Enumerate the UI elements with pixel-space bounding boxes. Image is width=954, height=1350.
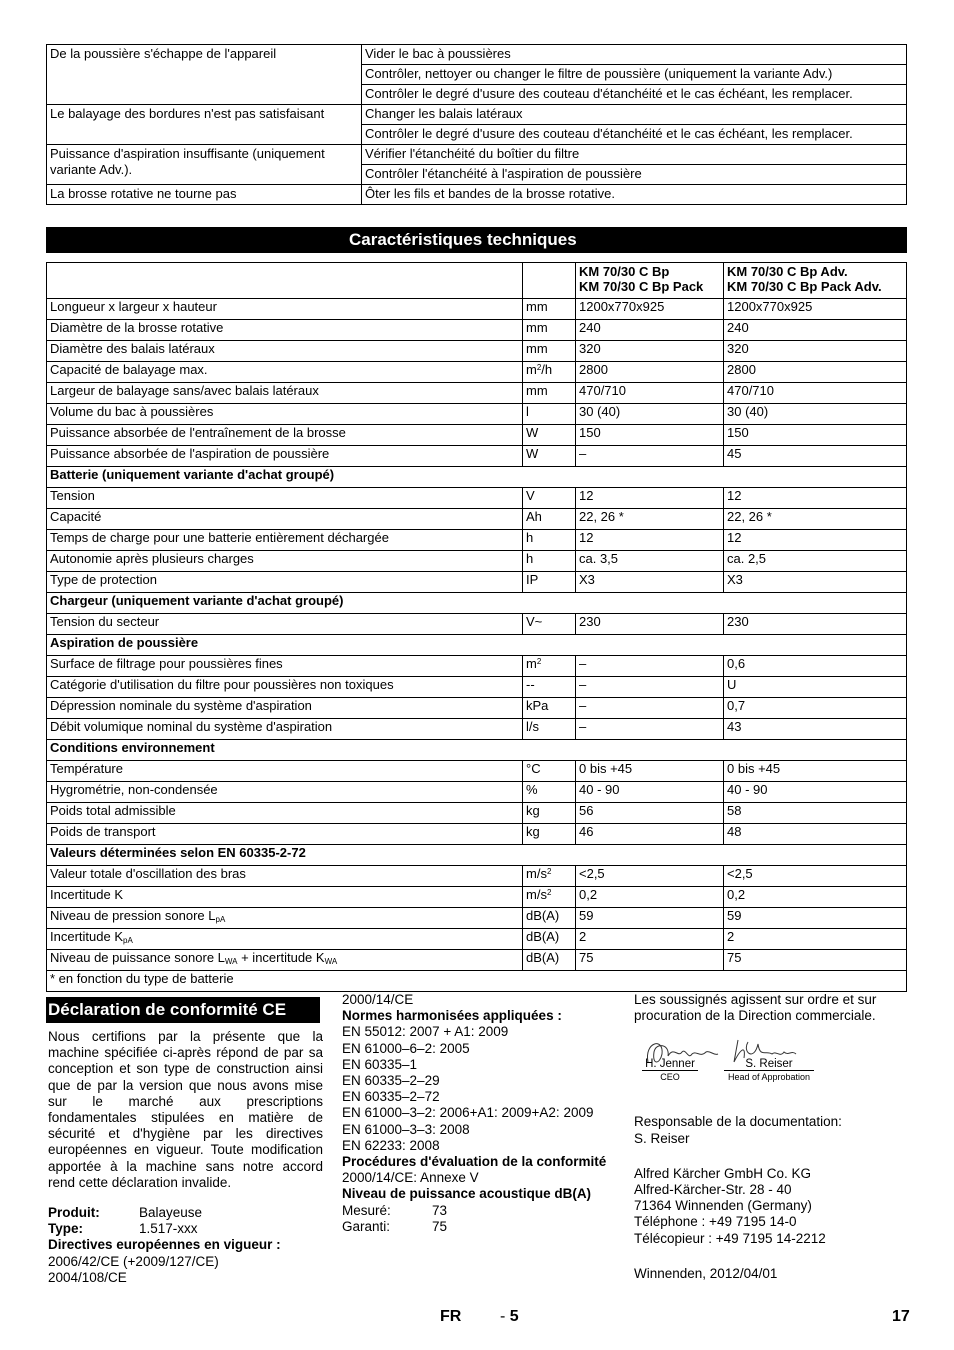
spec-value-model-2: 0,2 — [724, 887, 907, 908]
tech-section-header — [46, 227, 907, 253]
produit-label: Produit: — [48, 1205, 100, 1221]
directive-item: 2004/108/CE — [48, 1269, 127, 1285]
type-label: Type: — [48, 1221, 84, 1237]
trouble-remedy: Vérifier l'étanchéité du boîtier du filtre — [362, 145, 907, 165]
specs-row — [47, 719, 907, 740]
spec-unit: V~ — [523, 614, 576, 635]
company-phone: Téléphone : +49 7195 14-0 — [634, 1214, 797, 1230]
spec-value-model-2: 45 — [724, 446, 907, 467]
specs-row — [47, 446, 907, 467]
mesure-label: Mesuré: — [342, 1202, 391, 1218]
spec-value-model-1: 1200x770x925 — [576, 299, 724, 320]
model-2-name: KM 70/30 C Bp Adv. — [727, 264, 848, 279]
declaration-col-2 — [342, 992, 622, 1235]
specs-row — [47, 929, 907, 950]
specs-row — [47, 761, 907, 782]
norme-item: EN 61000–3–2: 2006+A1: 2009+A2: 2009 — [342, 1105, 594, 1121]
spec-value-model-2: 30 (40) — [724, 404, 907, 425]
spec-value-model-2: 0 bis +45 — [724, 761, 907, 782]
spec-unit: mm — [523, 341, 576, 362]
spec-value-model-2: 22, 26 * — [724, 509, 907, 530]
mesure-row — [342, 1203, 622, 1219]
trouble-remedy: Contrôler, nettoyer ou changer le filtre de poussière (uniquement la variante Adv.) — [362, 65, 907, 85]
specs-table — [46, 262, 907, 992]
spec-value-model-2: U — [724, 677, 907, 698]
spec-value-model-2: 150 — [724, 425, 907, 446]
trouble-remedy: Vider le bac à poussières — [362, 45, 907, 65]
spec-value-model-2: 1200x770x925 — [724, 299, 907, 320]
specs-row — [47, 782, 907, 803]
soussignes-text: Les soussignés agissent sur ordre et sur procuration de la Direction commerciale. — [634, 992, 877, 1024]
specs-row — [47, 866, 907, 887]
spec-unit: $m^2/h$ — [523, 362, 576, 383]
footer-lang: FR — [440, 1308, 462, 1325]
spec-value-model-2: 240 — [724, 320, 907, 341]
spec-value-model-1: – — [576, 698, 724, 719]
spec-label: Capacité — [47, 509, 523, 530]
spec-label: Tension du secteur — [47, 614, 523, 635]
sig1-name: H. Jenner — [645, 1058, 695, 1071]
spec-label: Poids de transport — [47, 824, 523, 845]
model-1-header — [576, 263, 724, 299]
specs-footnote-row — [47, 971, 907, 992]
spec-unit: W — [523, 425, 576, 446]
spec-value-model-2: 470/710 — [724, 383, 907, 404]
spec-value-model-2: 75 — [724, 950, 907, 971]
signatures — [634, 1036, 914, 1094]
specs-row — [47, 950, 907, 971]
spec-label: Largeur de balayage sans/avec balais latéraux — [47, 383, 523, 404]
directive-item: 2000/14/CE — [342, 992, 414, 1007]
spec-value-model-1: 40 - 90 — [576, 782, 724, 803]
specs-header-unit — [523, 263, 576, 299]
spec-value-model-1: X3 — [576, 572, 724, 593]
spec-label: Longueur x largeur x hauteur — [47, 299, 523, 320]
specs-section-row — [47, 845, 907, 866]
specs-row — [47, 551, 907, 572]
spec-label: Catégorie d'utilisation du filtre pour poussières non toxiques — [47, 677, 523, 698]
specs-row — [47, 383, 907, 404]
spec-unit: mm — [523, 383, 576, 404]
spec-value-model-2: 12 — [724, 488, 907, 509]
spec-label: Température — [47, 761, 523, 782]
footer-page-prefix: - — [500, 1308, 510, 1325]
spec-label: Hygrométrie, non-condensée — [47, 782, 523, 803]
spec-value-model-1: 30 (40) — [576, 404, 724, 425]
trouble-row — [47, 45, 907, 65]
spec-unit: h — [523, 530, 576, 551]
spec-value-model-1: 22, 26 * — [576, 509, 724, 530]
normes-list — [342, 1024, 622, 1154]
spec-unit: h — [523, 551, 576, 572]
signature-block-2 — [724, 1058, 814, 1083]
sig2-role: Head of Approbation — [727, 1072, 811, 1083]
spec-label: Niveau de pression sonore $L_{pA}$ — [47, 908, 523, 929]
specs-header-empty — [47, 263, 523, 299]
company-name: Alfred Kärcher GmbH Co. KG — [634, 1165, 812, 1181]
spec-value-model-1: 240 — [576, 320, 724, 341]
spec-unit: mm — [523, 299, 576, 320]
troubleshooting-table — [46, 44, 907, 205]
spec-value-model-1: 56 — [576, 803, 724, 824]
spec-value-model-1: 0 bis +45 — [576, 761, 724, 782]
trouble-problem: Puissance d'aspiration insuffisante (uniquement variante Adv.). — [47, 145, 362, 185]
spec-label: Puissance absorbée de l'aspiration de poussière — [47, 446, 523, 467]
trouble-remedy: Contrôler l'étanchéité à l'aspiration de poussière — [362, 165, 907, 185]
norme-item: EN 61000–3–3: 2008 — [342, 1121, 470, 1137]
spec-label: Capacité de balayage max. — [47, 362, 523, 383]
company-city: 71364 Winnenden (Germany) — [634, 1198, 812, 1214]
sig2-name: S. Reiser — [745, 1058, 793, 1071]
spec-value-model-2: 58 — [724, 803, 907, 824]
spec-label: Autonomie après plusieurs charges — [47, 551, 523, 572]
company-street: Alfred-Kärcher-Str. 28 - 40 — [634, 1182, 792, 1198]
declaration-date: Winnenden, 2012/04/01 — [634, 1265, 778, 1281]
spec-label: Tension — [47, 488, 523, 509]
model-2-pack: KM 70/30 C Bp Pack Adv. — [727, 279, 882, 294]
spec-value-model-2: 40 - 90 — [724, 782, 907, 803]
norme-item: EN 60335–2–72 — [342, 1089, 440, 1105]
spec-value-model-1: 59 — [576, 908, 724, 929]
spec-unit: $m^2$ — [523, 656, 576, 677]
specs-section-label: Aspiration de poussière — [47, 635, 907, 656]
spec-value-model-2: <2,5 — [724, 866, 907, 887]
specs-section-row — [47, 593, 907, 614]
trouble-problem: Le balayage des bordures n'est pas satisfaisant — [47, 105, 362, 145]
norme-item: EN 60335–2–29 — [342, 1073, 440, 1089]
norme-item: EN 55012: 2007 + A1: 2009 — [342, 1024, 509, 1040]
company-fax: Télécopieur : +49 7195 14-2212 — [634, 1230, 826, 1246]
specs-row — [47, 677, 907, 698]
specs-header-row — [47, 263, 907, 299]
specs-row — [47, 320, 907, 341]
garanti-row — [342, 1219, 622, 1235]
spec-value-model-1: – — [576, 677, 724, 698]
specs-section-row — [47, 740, 907, 761]
spec-unit: W — [523, 446, 576, 467]
trouble-remedy: Contrôler le degré d'usure des couteau d'étanchéité et le cas échéant, les remplacer. — [362, 125, 907, 145]
spec-unit: l/s — [523, 719, 576, 740]
produit-row — [48, 1205, 323, 1221]
trouble-problem: La brosse rotative ne tourne pas — [47, 185, 362, 205]
normes-label: Normes harmonisées appliquées : — [342, 1008, 562, 1024]
spec-value-model-1: 2 — [576, 929, 724, 950]
spec-label: Type de protection — [47, 572, 523, 593]
norme-item: EN 62233: 2008 — [342, 1137, 440, 1153]
procedures-label: Procédures d'évaluation de la conformité — [342, 1154, 607, 1170]
puissance-label: Niveau de puissance acoustique dB(A) — [342, 1186, 592, 1202]
declaration-intro: Nous certifions par la présente que la machine spécifiée ci-après répond de par sa conception et son type de construction ainsi que de par la version que nous avons mise sur le marché aux prescriptions fondamentales stipulées en matière de sécurité et d'hygiène par les directives européennes en vigueur. Toute modification apportée à la machine sans notre accord rend cette déclaration invalide. — [48, 1029, 323, 1190]
spec-value-model-2: 320 — [724, 341, 907, 362]
spec-label: Valeur totale d'oscillation des bras — [47, 866, 523, 887]
specs-row — [47, 698, 907, 719]
trouble-row — [47, 105, 907, 125]
specs-row — [47, 908, 907, 929]
norme-item: EN 61000–6–2: 2005 — [342, 1040, 470, 1056]
signature-block-1 — [642, 1058, 698, 1083]
trouble-remedy: Changer les balais latéraux — [362, 105, 907, 125]
specs-footnote: * en fonction du type de batterie — [47, 971, 907, 992]
spec-unit: °C — [523, 761, 576, 782]
specs-section-row — [47, 467, 907, 488]
specs-row — [47, 362, 907, 383]
footer-page — [500, 1308, 519, 1326]
norme-item: EN 60335–1 — [342, 1056, 418, 1072]
trouble-remedy: Contrôler le degré d'usure des couteau d'étanchéité et le cas échéant, les remplacer. — [362, 85, 907, 105]
model-1-name: KM 70/30 C Bp — [579, 264, 670, 279]
spec-value-model-1: 470/710 — [576, 383, 724, 404]
directive-item: 2006/42/CE (+2009/127/CE) — [48, 1253, 219, 1269]
trouble-remedy: Ôter les fils et bandes de la brosse rotative. — [362, 185, 907, 205]
resp-label: Responsable de la documentation: — [634, 1114, 842, 1130]
spec-value-model-2: 2800 — [724, 362, 907, 383]
spec-value-model-1: <2,5 — [576, 866, 724, 887]
spec-value-model-2: 230 — [724, 614, 907, 635]
spec-unit: mm — [523, 320, 576, 341]
declaration-title: Déclaration de conformité CE — [48, 1000, 287, 1019]
type-value: 1.517-xxx — [139, 1221, 198, 1237]
spec-unit: $m/s^2$ — [523, 887, 576, 908]
specs-row — [47, 530, 907, 551]
spec-label: Dépression nominale du système d'aspiration — [47, 698, 523, 719]
footer-page-number: 5 — [509, 1308, 519, 1325]
spec-value-model-1: – — [576, 656, 724, 677]
spec-unit: l — [523, 404, 576, 425]
spec-label: Niveau de puissance sonore $L_{WA}$ + incertitude $K_{WA}$ — [47, 950, 523, 971]
specs-row — [47, 656, 907, 677]
specs-row — [47, 509, 907, 530]
procedures-value: 2000/14/CE: Annexe V — [342, 1170, 479, 1186]
spec-value-model-1: 46 — [576, 824, 724, 845]
specs-row — [47, 299, 907, 320]
spec-value-model-1: 12 — [576, 488, 724, 509]
spec-value-model-2: 0,6 — [724, 656, 907, 677]
spec-unit: V — [523, 488, 576, 509]
model-2-header — [724, 263, 907, 299]
spec-value-model-2: 48 — [724, 824, 907, 845]
spec-unit: Ah — [523, 509, 576, 530]
specs-row — [47, 572, 907, 593]
spec-unit: dB(A) — [523, 908, 576, 929]
spec-unit: -- — [523, 677, 576, 698]
spec-value-model-1: 230 — [576, 614, 724, 635]
spec-value-model-1: 150 — [576, 425, 724, 446]
specs-section-label: Conditions environnement — [47, 740, 907, 761]
spec-value-model-1: 2800 — [576, 362, 724, 383]
type-row — [48, 1221, 323, 1237]
spec-value-model-2: X3 — [724, 572, 907, 593]
produit-value: Balayeuse — [139, 1205, 203, 1221]
sig1-role: CEO — [660, 1072, 680, 1083]
spec-unit: % — [523, 782, 576, 803]
specs-row — [47, 614, 907, 635]
spec-unit: IP — [523, 572, 576, 593]
spec-label: Diamètre des balais latéraux — [47, 341, 523, 362]
spec-value-model-2: ca. 2,5 — [724, 551, 907, 572]
spec-label: Incertitude K — [47, 887, 523, 908]
garanti-value: 75 — [432, 1218, 448, 1234]
footer-page-total: 17 — [892, 1308, 910, 1325]
specs-section-label: Batterie (uniquement variante d'achat groupé) — [47, 467, 907, 488]
trouble-problem: De la poussière s'échappe de l'appareil — [47, 45, 362, 105]
trouble-row — [47, 185, 907, 205]
spec-value-model-1: – — [576, 719, 724, 740]
spec-value-model-1: 75 — [576, 950, 724, 971]
spec-unit: kPa — [523, 698, 576, 719]
specs-section-label: Valeurs déterminées selon EN 60335-2-72 — [47, 845, 907, 866]
garanti-label: Garanti: — [342, 1218, 391, 1234]
spec-value-model-1: – — [576, 446, 724, 467]
specs-row — [47, 404, 907, 425]
spec-value-model-2: 12 — [724, 530, 907, 551]
spec-label: Surface de filtrage pour poussières fines — [47, 656, 523, 677]
specs-row — [47, 425, 907, 446]
spec-label: Poids total admissible — [47, 803, 523, 824]
spec-value-model-2: 2 — [724, 929, 907, 950]
declaration-header — [46, 997, 320, 1023]
specs-section-row — [47, 635, 907, 656]
declaration-col-3 — [634, 992, 914, 1282]
spec-value-model-2: 59 — [724, 908, 907, 929]
spec-unit: kg — [523, 824, 576, 845]
specs-section-label: Chargeur (uniquement variante d'achat groupé) — [47, 593, 907, 614]
specs-row — [47, 488, 907, 509]
spec-value-model-1: 320 — [576, 341, 724, 362]
spec-unit: dB(A) — [523, 950, 576, 971]
spec-unit: $m/s^2$ — [523, 866, 576, 887]
spec-unit: kg — [523, 803, 576, 824]
spec-label: Diamètre de la brosse rotative — [47, 320, 523, 341]
resp-value: S. Reiser — [634, 1130, 690, 1146]
spec-unit: dB(A) — [523, 929, 576, 950]
specs-row — [47, 887, 907, 908]
directives-label: Directives européennes en vigueur : — [48, 1237, 281, 1253]
declaration-col-1 — [48, 1029, 323, 1286]
spec-value-model-1: ca. 3,5 — [576, 551, 724, 572]
spec-value-model-1: 0,2 — [576, 887, 724, 908]
mesure-value: 73 — [432, 1202, 448, 1218]
spec-label: Débit volumique nominal du système d'aspiration — [47, 719, 523, 740]
tech-title: Caractéristiques techniques — [349, 230, 577, 249]
specs-row — [47, 824, 907, 845]
model-1-pack: KM 70/30 C Bp Pack — [579, 279, 704, 294]
trouble-row — [47, 145, 907, 165]
specs-row — [47, 341, 907, 362]
spec-value-model-1: 12 — [576, 530, 724, 551]
spec-label: Puissance absorbée de l'entraînement de la brosse — [47, 425, 523, 446]
spec-label: Incertitude $K_{pA}$ — [47, 929, 523, 950]
spec-label: Temps de charge pour une batterie entièrement déchargée — [47, 530, 523, 551]
specs-row — [47, 803, 907, 824]
spec-value-model-2: 43 — [724, 719, 907, 740]
spec-value-model-2: 0,7 — [724, 698, 907, 719]
spec-label: Volume du bac à poussières — [47, 404, 523, 425]
